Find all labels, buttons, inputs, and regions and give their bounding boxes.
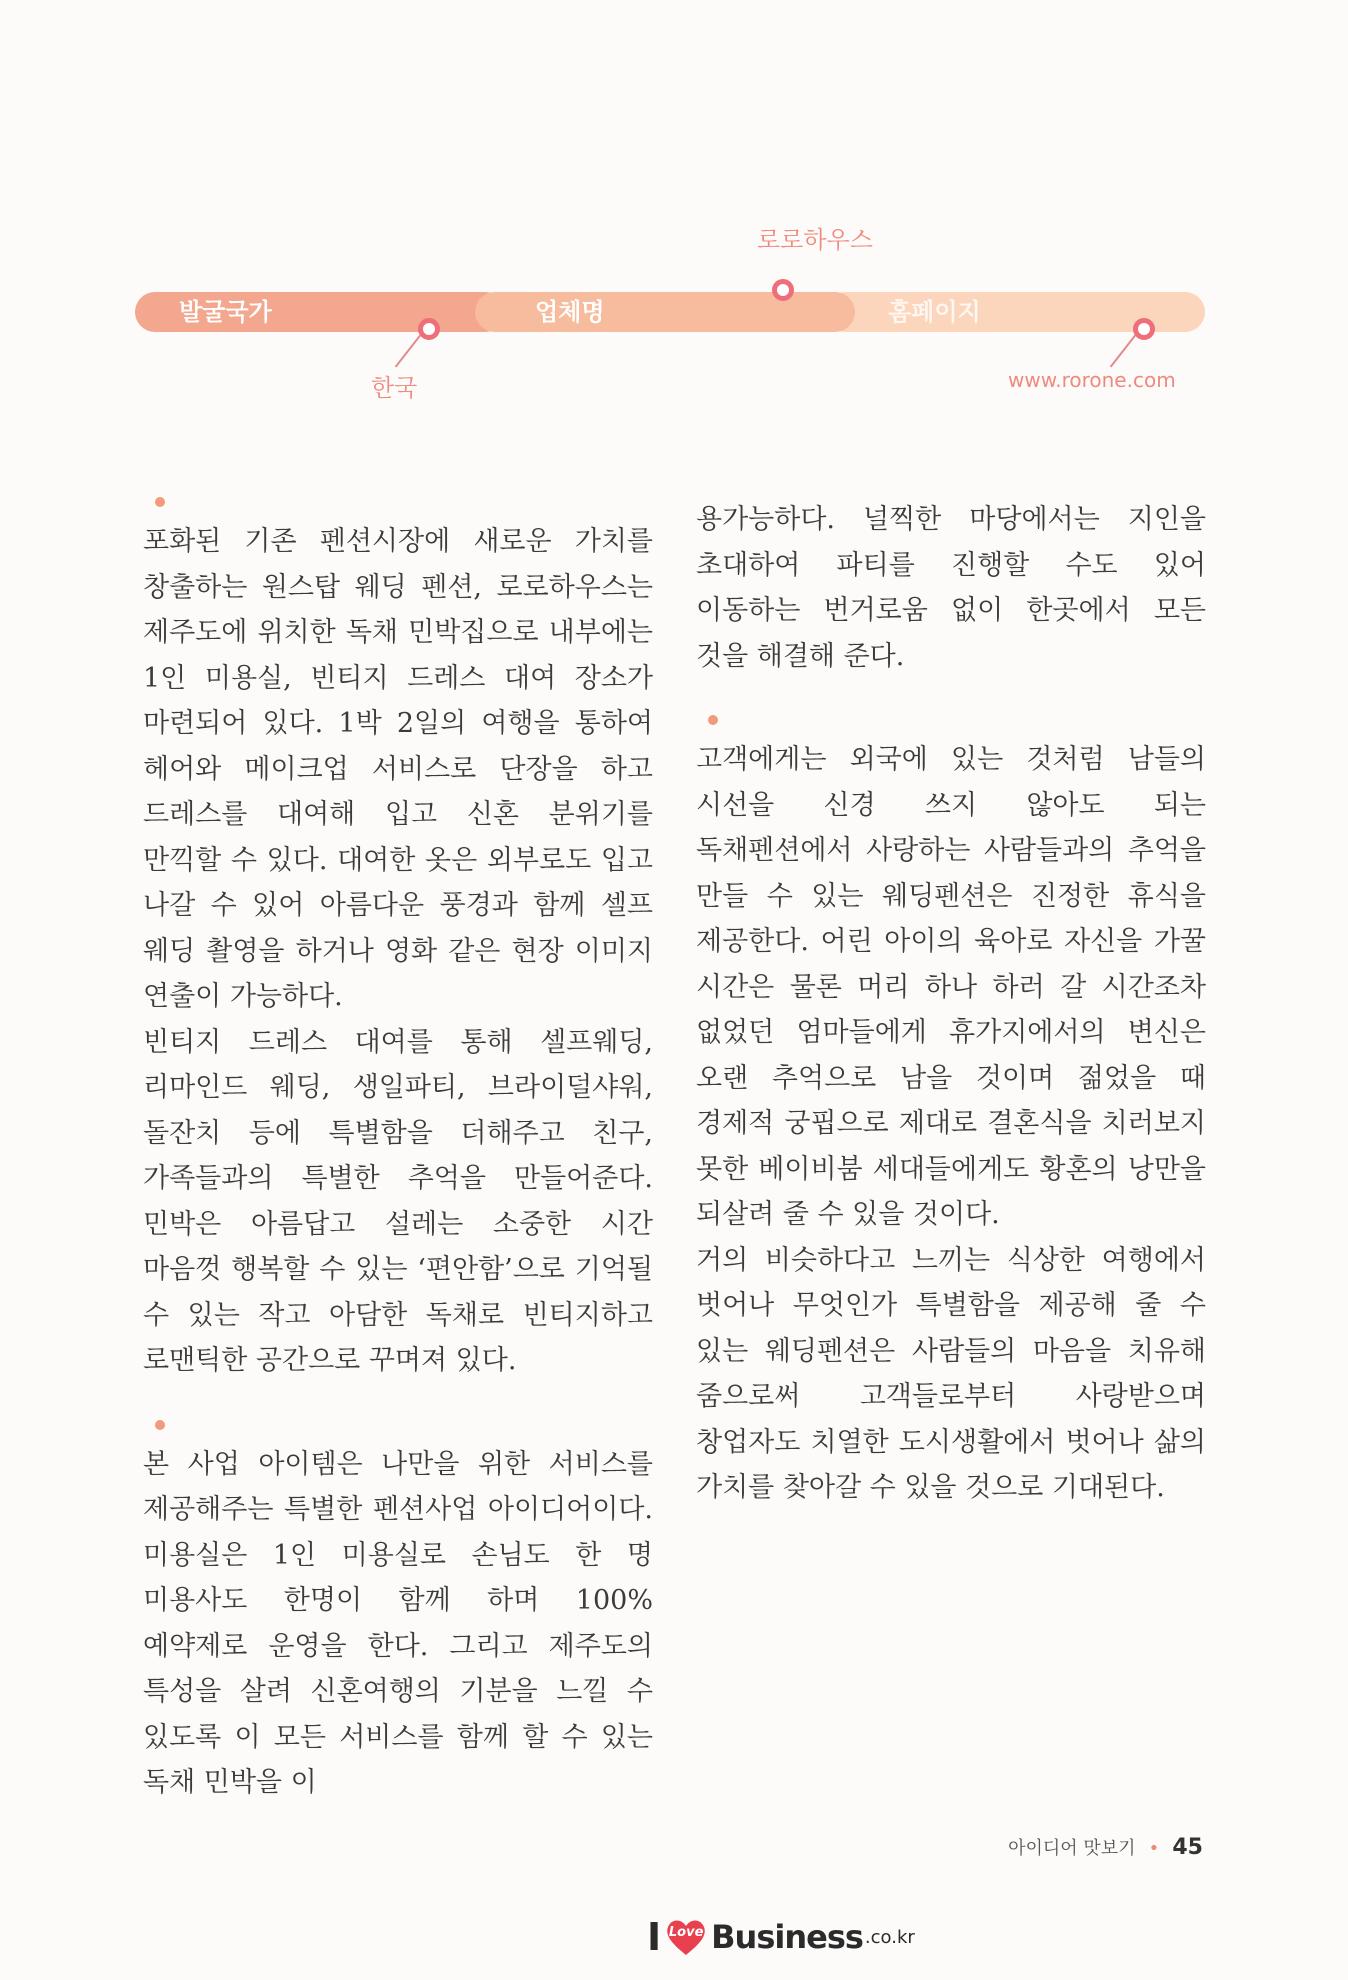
heart-icon [665, 1917, 707, 1957]
value-company: 로로하우스 [757, 226, 873, 254]
label-homepage: 홈페이지 [888, 298, 981, 326]
label-country: 발굴국가 [179, 298, 272, 326]
info-bar [135, 226, 1205, 402]
page-folio [1008, 1834, 1203, 1860]
page-number: 45 [1172, 1835, 1203, 1860]
paragraph: 포화된 기존 펜션시장에 새로운 가치를 창출하는 원스탑 웨딩 펜션, 로로하우스는 제주도에 위치한 독채 민박집으로 내부에는 1인 미용실, 빈티지 드레스 대여 장소가 마련되어 있다. 1박 2일의 여행을 통하여 헤어와 메이크업 서비스로 단장을 하고 드레스를 대여해 입고 신혼 분위기를 만끽할 수 있다. 대여한 옷은 외부로도 입고 나갈 수 있어 아름다운 풍경과 함께 셀프 웨딩 촬영을 하거나 영화 같은 현장 이미지 연출이 가능하다. [143, 526, 653, 1012]
logo-i: I [647, 1915, 662, 1959]
bullet-dot-icon [155, 497, 165, 507]
bullet-dot-icon [155, 1420, 165, 1430]
text-column-left [143, 497, 653, 1806]
text-column-right [696, 497, 1206, 1511]
value-homepage: www.rorone.com [1008, 368, 1176, 392]
marker-icon [772, 279, 794, 301]
leader-line [395, 335, 421, 367]
section-name: 아이디어 맛보기 [1008, 1838, 1136, 1859]
folio-separator: • [1148, 1838, 1160, 1859]
paragraph: 고객에게는 외국에 있는 것처럼 남들의 시선을 신경 쓰지 않아도 되는 독채펜션에서 사랑하는 사람들과의 추억을 만들 수 있는 웨딩펜션은 진정한 휴식을 제공한다. 어린 아이의 육아로 자신을 가꿀 시간은 물론 머리 하나 하러 갈 시간조차 없었던 엄마들에게 휴가지에서의 변신은 오랜 추억으로 남을 것이며 젊었을 때 경제적 궁핍으로 제대로 결혼식을 치러보지 못한 베이비붐 세대들에게도 황혼의 낭만을 되살려 줄 수 있을 것이다. [696, 744, 1206, 1230]
leader-line [1110, 335, 1136, 367]
logo-love: Love [668, 1925, 704, 1940]
value-country: 한국 [371, 374, 418, 402]
marker-icon [1133, 318, 1155, 340]
paragraph: 거의 비슷하다고 느끼는 식상한 여행에서 벗어나 무엇인가 특별함을 제공해 줄 수 있는 웨딩펜션은 사람들의 마음을 치유해 줌으로써 고객들로부터 사랑받으며 창업자도 치열한 도시생활에서 벗어나 삶의 가치를 찾아갈 수 있을 것으로 기대된다. [696, 1244, 1206, 1503]
brand-logo [647, 1912, 915, 1962]
logo-domain: .co.kr [864, 1926, 915, 1948]
logo-business: Business [711, 1918, 863, 1956]
label-company: 업체명 [535, 298, 605, 326]
paragraph: 빈티지 드레스 대여를 통해 셀프웨딩, 리마인드 웨딩, 생일파티, 브라이덜샤워, 돌잔치 등에 특별함을 더해주고 친구, 가족들과의 특별한 추억을 만들어준다. 민박은 아름답고 설레는 소중한 시간 마음껏 행복할 수 있는 ‘편안함’으로 기억될 수 있는 작고 아담한 독채로 빈티지하고 로맨틱한 공간으로 꾸며져 있다. [143, 1026, 653, 1376]
bullet-dot-icon [708, 715, 718, 725]
paragraph: 용가능하다. 널찍한 마당에서는 지인을 초대하여 파티를 진행할 수도 있어 이동하는 번거로움 없이 한곳에서 모든 것을 해결해 준다. [696, 504, 1206, 672]
marker-icon [418, 318, 440, 340]
paragraph: 본 사업 아이템은 나만을 위한 서비스를 제공해주는 특별한 펜션사업 아이디어이다. 미용실은 1인 미용실로 손님도 한 명 미용사도 한명이 함께 하며 100% 예약제로 운영을 한다. 그리고 제주도의 특성을 살려 신혼여행의 기분을 느낄 수 있도록 이 모든 서비스를 함께 할 수 있는 독채 민박을 이 [143, 1448, 653, 1798]
bar-segment-company [475, 292, 855, 332]
